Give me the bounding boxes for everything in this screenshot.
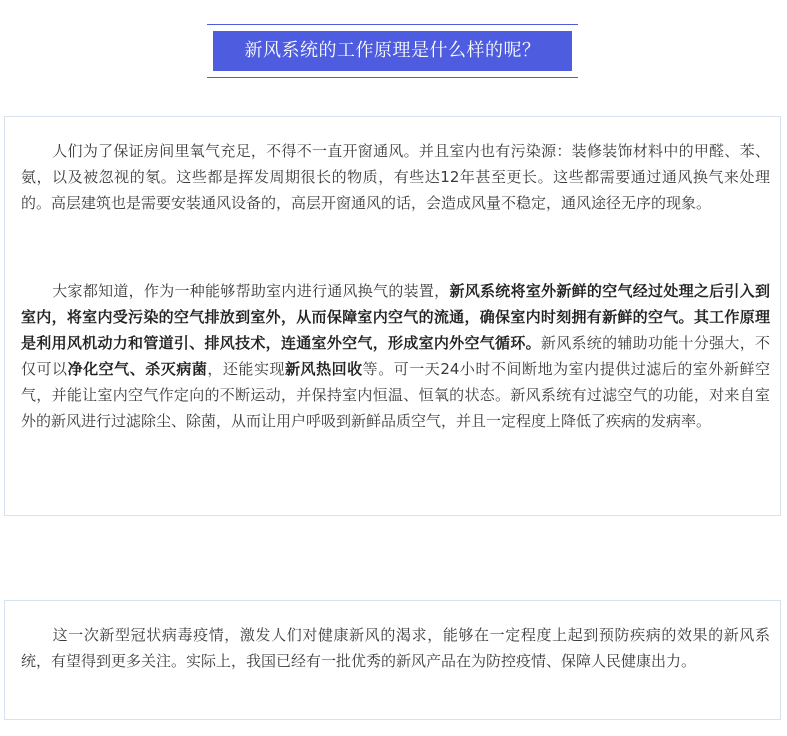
title-top-rule [207, 24, 578, 25]
paragraph-text-intro: 大家都知道，作为一种能够帮助室内进行通风换气的装置， [52, 282, 450, 300]
paragraph-text: 这一次新型冠状病毒疫情，激发人们对健康新风的渴求，能够在一定程度上起到预防疾病的效果的新风系统，有望得到更多关注。实际上，我国已经有一批优秀的新风产品在为防控疫情、保障人民健康出力。 [21, 626, 770, 670]
page-title: 新风系统的工作原理是什么样的呢？ [213, 31, 572, 71]
emphasis-heat-recovery: 新风热回收 [285, 360, 363, 378]
paragraph-text-benefits: 等。可一天24小时不间断地为室内提供过滤后的室外新鲜空气，并能让室内空气作定向的不断运动，并保持室内恒温、恒氧的状态。新风系统有过滤空气的功能，对来自室外的新风进行过滤除尘、除菌，从而让用户呼吸到新鲜品质空气，并且一定程度上降低了疾病的发病率。 [21, 360, 770, 430]
emphasis-principle: 新风系统将室外新鲜的空气经过处理之后引入到室内，将室内受污染的空气排放到室外，从而保障室内空气的流通，确保室内时刻拥有新鲜的空气。其工作原理是利用风机动力和管道引、排风技术，连通室外空气，形成室内外空气循环。 [21, 282, 770, 352]
paragraph-text-functions: 新风系统的辅助功能十分强大，不仅可以 [21, 334, 770, 378]
paragraph-epidemic [21, 622, 770, 674]
title-banner [207, 24, 578, 78]
emphasis-purify: 净化空气、杀灭病菌 [67, 360, 208, 378]
content-card-principle [4, 116, 781, 516]
title-bottom-rule [207, 77, 578, 78]
paragraph-text-also: ，还能实现 [207, 360, 286, 378]
paragraph-ventilation-need [21, 138, 770, 216]
paragraph-working-principle [21, 278, 770, 434]
content-card-epidemic [4, 600, 781, 720]
paragraph-text: 人们为了保证房间里氧气充足，不得不一直开窗通风。并且室内也有污染源：装修装饰材料中的甲醛、苯、氨，以及被忽视的氡。这些都是挥发周期很长的物质，有些达12年甚至更长。这些都需要通过通风换气来处理的。高层建筑也是需要安装通风设备的，高层开窗通风的话，会造成风量不稳定，通风途径无序的现象。 [21, 142, 770, 212]
